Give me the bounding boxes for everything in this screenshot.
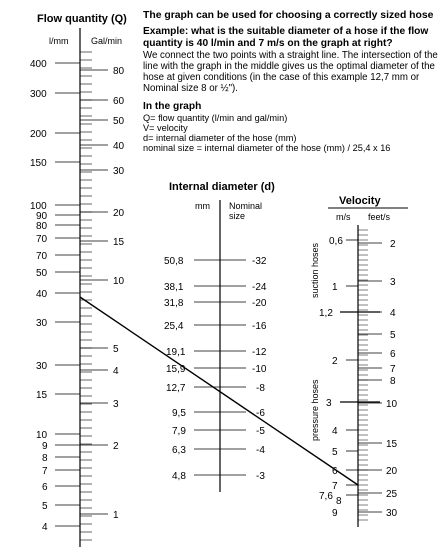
flow-left-label: 80 [36,221,48,232]
flow-left-label: 90 [36,211,48,222]
flow-left-label: 9 [42,441,48,452]
suction-hoses-label: suction hoses [310,242,320,298]
diameter-nominal-label: -32 [252,256,267,267]
diameter-unit-right-2: size [229,211,246,221]
flow-right-label: 40 [113,141,125,152]
flow-left-label: 7 [42,466,48,477]
velocity-right-label: 25 [386,489,398,500]
velocity-right-label: 3 [390,277,396,288]
flow-left-label: 100 [30,201,47,212]
velocity-right-label: 20 [386,466,398,477]
diameter-mm-label: 7,9 [172,426,186,437]
flow-right-label: 3 [113,399,119,410]
diameter-nominal-label: -12 [252,347,267,358]
flow-left-label: 15 [36,390,48,401]
flow-right-label: 5 [113,344,119,355]
diameter-mm-label: 9,5 [172,408,186,419]
flow-right-label: 20 [113,208,125,219]
example-explanation: We connect the two points with a straight line. The intersection of the line with the graph in the middle gives us the optimal diameter of the hose at given conditions (in the case of this example 12,7 mm or Nominal size 8 or ½"). [143,50,438,94]
legend-line: nominal size = internal diameter of the hose (mm) / 25,4 x 16 [143,143,391,153]
diameter-nominal-label: -16 [252,321,267,332]
velocity-left-label: 8 [336,496,342,507]
velocity-right-label: 5 [390,330,396,341]
velocity-title: Velocity [339,195,381,207]
flow-left-label: 5 [42,501,48,512]
velocity-left-label: 2 [332,356,338,367]
flow-left-label: 8 [42,453,48,464]
legend-line: V= velocity [143,123,188,133]
velocity-left-label: 3 [326,398,332,409]
velocity-unit-left: m/s [336,212,351,222]
flow-left-label: 400 [30,59,47,70]
diameter-mm-label: 25,4 [164,321,184,332]
flow-left-label: 40 [36,289,48,300]
diameter-mm-label: 19,1 [166,347,186,358]
flow-left-label: 150 [30,158,47,169]
diameter-title: Internal diameter (d) [169,181,275,193]
flow-right-label: 2 [113,441,119,452]
flow-left-label: 30 [36,361,48,372]
flow-unit-left: l/mm [49,36,69,46]
flow-quantity-axis [30,13,127,547]
velocity-right-label: 8 [390,376,396,387]
velocity-left-label: 6 [332,466,338,477]
velocity-right-label: 4 [390,308,396,319]
internal-diameter-axis [164,181,275,492]
diameter-nominal-label: -20 [252,298,267,309]
flow-right-label: 15 [113,237,125,248]
example-question: Example: what is the suitable diameter of a hose if the flow quantity is 40 l/min and 7 m/s on the graph at right? [143,26,429,49]
velocity-right-label: 6 [390,349,396,360]
legend-line: d= internal diameter of the hose (mm) [143,133,297,143]
flow-left-label: 30 [36,318,48,329]
flow-right-label: 10 [113,276,125,287]
pressure-hoses-label: pressure hoses [310,379,320,441]
velocity-right-label: 10 [386,399,398,410]
diameter-nominal-label: -6 [256,408,265,419]
velocity-left-label: 7,6 [319,491,333,502]
flow-right-label: 1 [113,510,119,521]
diameter-nominal-label: -4 [256,445,265,456]
diameter-mm-label: 4,8 [172,471,186,482]
velocity-unit-right: feet/s [368,212,391,222]
flow-quantity-title: Flow quantity (Q) [37,13,127,25]
description-panel [143,10,441,153]
flow-left-label: 300 [30,89,47,100]
diameter-nominal-label: -24 [252,282,267,293]
velocity-left-label: 1,2 [319,308,333,319]
description-heading: The graph can be used for choosing a correctly sized hose [143,10,434,21]
velocity-axis [310,195,408,527]
flow-left-label: 70 [36,251,48,262]
diameter-mm-label: 12,7 [166,383,186,394]
flow-right-label: 60 [113,96,125,107]
diameter-mm-label: 38,1 [164,282,184,293]
velocity-right-label: 15 [386,439,398,450]
diameter-mm-label: 6,3 [172,445,186,456]
flow-left-label: 70 [36,234,48,245]
diameter-unit-right: Nominal [229,201,263,211]
velocity-left-label: 9 [332,508,338,519]
velocity-right-label: 2 [390,239,396,250]
velocity-left-label: 4 [332,426,338,437]
flow-left-label: 4 [42,522,48,533]
diameter-mm-label: 31,8 [164,298,184,309]
flow-right-label: 80 [113,66,125,77]
diameter-mm-label: 15,9 [166,364,186,375]
flow-tick-marks [55,52,108,540]
velocity-right-label: 7 [390,364,396,375]
diameter-nominal-label: -3 [256,471,265,482]
velocity-left-label: 5 [332,447,338,458]
flow-left-label: 200 [30,129,47,140]
diameter-nominal-label: -10 [252,364,267,375]
velocity-right-label: 30 [386,508,398,519]
diameter-nominal-label: -8 [256,383,265,394]
diameter-nominal-label: -5 [256,426,265,437]
flow-right-label: 4 [113,366,119,377]
velocity-left-label: 1 [332,282,338,293]
velocity-left-label: 0,6 [329,236,343,247]
flow-right-label: 50 [113,116,125,127]
flow-left-label: 50 [36,268,48,279]
velocity-left-label: 7 [332,481,338,492]
flow-left-label: 6 [42,482,48,493]
flow-left-label: 10 [36,430,48,441]
flow-unit-right: Gal/min [91,36,123,46]
in-graph-heading: In the graph [143,101,202,112]
flow-right-label: 30 [113,166,125,177]
legend-line: Q= flow quantity (l/min and gal/min) [143,113,288,123]
diameter-unit-left: mm [195,201,210,211]
diameter-mm-label: 50,8 [164,256,184,267]
